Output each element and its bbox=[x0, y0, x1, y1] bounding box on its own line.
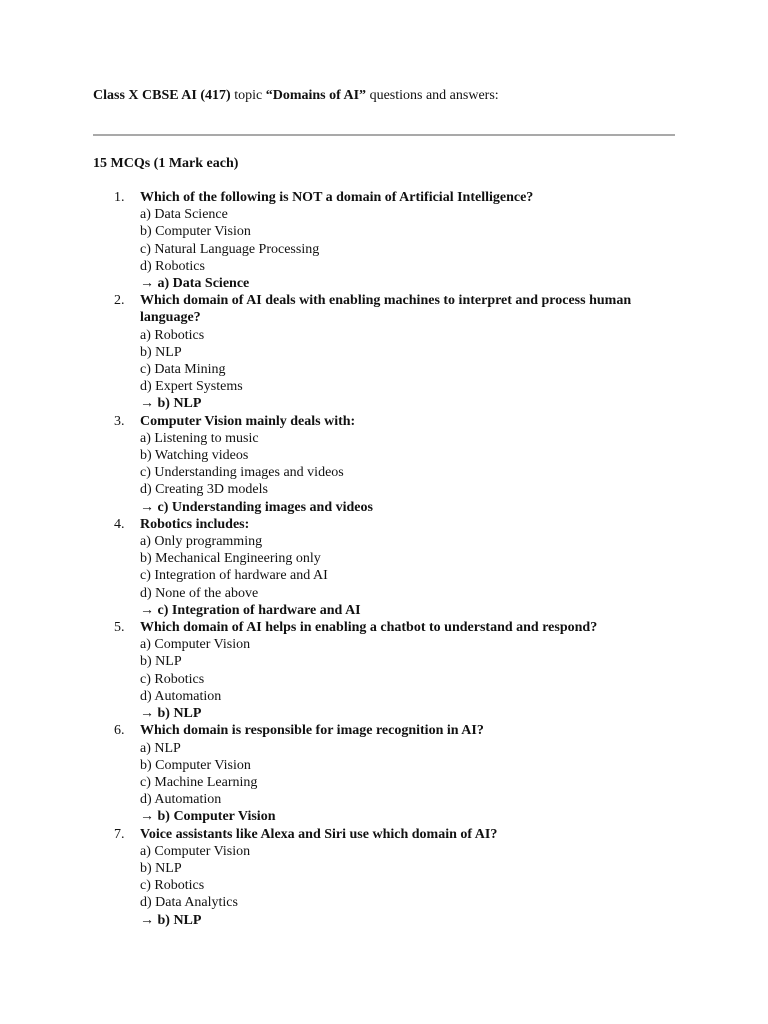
option-c: c) Understanding images and videos bbox=[140, 465, 344, 481]
option-a: a) Only programming bbox=[140, 534, 263, 550]
answer: → c) Integration of hardware and AI bbox=[140, 602, 361, 618]
option-a: a) NLP bbox=[140, 740, 181, 756]
question-number: 5. bbox=[114, 620, 125, 636]
question-text: Which of the following is NOT a domain of Artificial Intelligence? bbox=[140, 190, 534, 205]
question-text: Computer Vision mainly deals with: bbox=[140, 413, 356, 429]
answer: → b) NLP bbox=[140, 396, 202, 412]
answer: → b) NLP bbox=[140, 912, 202, 928]
answer: → a) Data Science bbox=[140, 276, 250, 292]
option-d: d) Creating 3D models bbox=[140, 482, 268, 498]
answer: → b) NLP bbox=[140, 706, 202, 722]
option-a: a) Robotics bbox=[140, 327, 205, 343]
option-b: b) NLP bbox=[140, 344, 182, 360]
option-c: c) Integration of hardware and AI bbox=[140, 568, 328, 584]
question-list bbox=[93, 189, 693, 929]
option-b: b) NLP bbox=[140, 860, 182, 876]
option-b: b) Mechanical Engineering only bbox=[140, 551, 321, 567]
option-c: c) Data Mining bbox=[140, 362, 226, 378]
question-number: 7. bbox=[114, 826, 125, 842]
option-c: c) Natural Language Processing bbox=[140, 241, 320, 257]
title-topic-word: topic bbox=[230, 88, 266, 103]
question-item bbox=[93, 413, 693, 516]
question-item bbox=[93, 516, 693, 619]
option-d: d) Data Analytics bbox=[140, 895, 238, 911]
question-text: Which domain of AI deals with enabling machines to interpret and process human language? bbox=[140, 293, 632, 326]
document-title bbox=[93, 87, 499, 105]
option-d: d) None of the above bbox=[140, 585, 259, 601]
option-b: b) NLP bbox=[140, 654, 182, 670]
question-text: Voice assistants like Alexa and Siri use which domain of AI? bbox=[140, 826, 498, 842]
question-number: 6. bbox=[114, 723, 125, 739]
question-number: 2. bbox=[114, 293, 125, 309]
option-d: d) Expert Systems bbox=[140, 379, 243, 395]
option-d: d) Automation bbox=[140, 688, 222, 704]
option-d: d) Automation bbox=[140, 792, 222, 808]
question-text: Which domain is responsible for image recognition in AI? bbox=[140, 723, 484, 739]
title-suffix: questions and answers: bbox=[366, 88, 499, 103]
section-heading: 15 MCQs (1 Mark each) bbox=[93, 156, 239, 171]
title-class-label: Class X CBSE AI (417) bbox=[93, 88, 231, 103]
question-item bbox=[93, 826, 693, 929]
horizontal-divider bbox=[93, 134, 675, 136]
option-a: a) Listening to music bbox=[140, 430, 259, 446]
option-b: b) Watching videos bbox=[140, 448, 249, 464]
question-item bbox=[93, 619, 693, 722]
question-number: 3. bbox=[114, 413, 125, 429]
question-number: 4. bbox=[114, 516, 125, 532]
option-a: a) Computer Vision bbox=[140, 843, 251, 859]
option-b: b) Computer Vision bbox=[140, 757, 251, 773]
question-item bbox=[93, 722, 693, 825]
title-topic-name: “Domains of AI” bbox=[265, 88, 367, 103]
option-b: b) Computer Vision bbox=[140, 224, 251, 240]
question-number: 1. bbox=[114, 190, 125, 205]
option-a: a) Data Science bbox=[140, 207, 228, 223]
answer: → c) Understanding images and videos bbox=[140, 499, 373, 515]
question-item bbox=[93, 292, 693, 412]
question-item bbox=[93, 189, 693, 292]
option-a: a) Computer Vision bbox=[140, 637, 251, 653]
option-c: c) Robotics bbox=[140, 671, 205, 687]
option-d: d) Robotics bbox=[140, 258, 205, 274]
option-c: c) Machine Learning bbox=[140, 774, 258, 790]
option-c: c) Robotics bbox=[140, 878, 205, 894]
question-text: Robotics includes: bbox=[140, 516, 250, 532]
question-text: Which domain of AI helps in enabling a chatbot to understand and respond? bbox=[140, 620, 598, 636]
answer: → b) Computer Vision bbox=[140, 809, 276, 825]
